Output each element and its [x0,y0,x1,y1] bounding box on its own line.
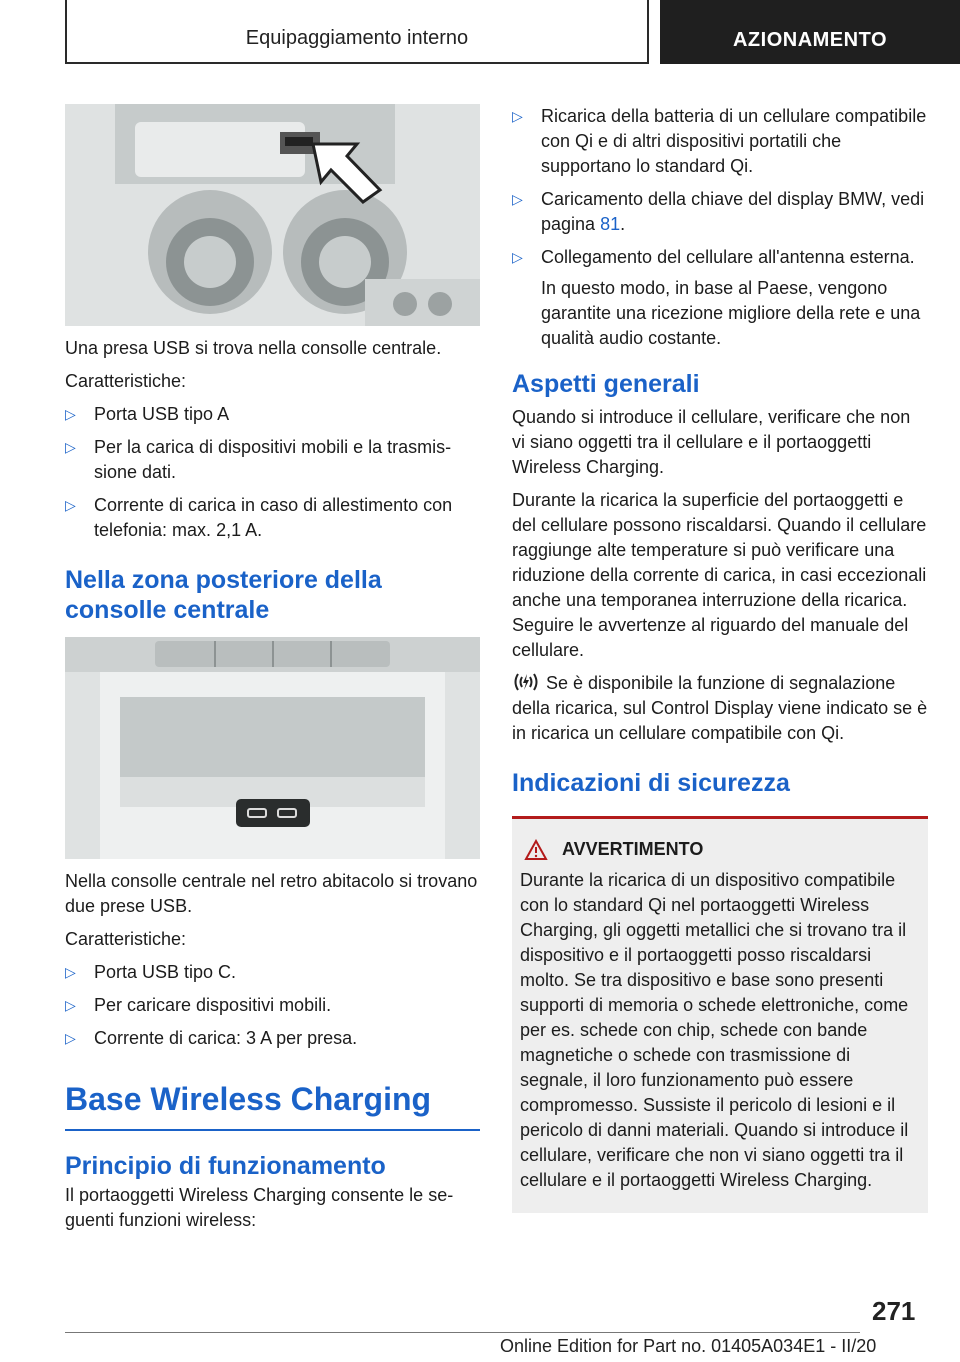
list-item: ▷ Ricarica della batteria di un cellulare compatibile con Qi e di altri dispositivi portatili che supportano lo standard Qi. [512,106,927,176]
warning-header [520,837,918,862]
list-item: ▷ Corrente di carica in caso di allestimento con telefonia: max. 2,1 A. [65,495,453,540]
features-list-2 [65,960,480,1051]
list-item: ▷ Corrente di carica: 3 A per presa. [65,1026,480,1051]
triangle-bullet-icon: ▷ [65,997,76,1013]
rear-console-usb-photo [65,637,480,859]
list-item: ▷ Collegamento del cellulare all'antenna esterna. In questo modo, in base al Paese, vengono garantite una ricezione migliore della rete e una qualità audio costante. [512,245,928,351]
list-item: ▷ Porta USB tipo C. [65,960,480,985]
features-list-1 [65,402,480,543]
heading-general: Aspetti generali [512,370,700,398]
wireless-functions-list [512,104,928,351]
features-label-2: Caratteristiche: [65,929,187,949]
triangle-bullet-icon: ▷ [512,108,523,124]
heading-wireless-charging: Base Wireless Charging [65,1079,480,1131]
warning-triangle-icon [524,839,548,861]
triangle-bullet-icon: ▷ [65,406,76,422]
header-chapter-title: AZIONAMENTO [732,29,887,51]
left-column [65,104,480,1241]
header-section-tab [65,0,649,64]
general-paragraph-1: Quando si introduce il cellulare, verificare che non vi siano oggetti tra il cellulare e il portaoggetti Wireless Charging. [512,407,911,477]
list-item-note: In questo modo, in base al Paese, vengono garantite una ricezione migliore della rete e una qualità audio costante. [541,278,921,348]
triangle-bullet-icon: ▷ [65,439,76,455]
triangle-bullet-icon: ▷ [65,497,76,513]
triangle-bullet-icon: ▷ [65,1030,76,1046]
footer-edition: Online Edition for Part no. 01405A034E1 - II/20 [500,1336,877,1356]
heading-principle: Principio di funzionamento [65,1152,386,1180]
header-chapter-tab [660,0,960,64]
features-label-1: Caratteristiche: [65,371,187,391]
wireless-charging-icon [512,671,540,693]
principle-text: Il portaoggetti Wireless Charging consente le seguenti funzioni wireless: [65,1185,454,1230]
heading-rear-console: Nella zona posteriore della consolle centrale [65,566,382,624]
list-item: ▷ Porta USB tipo A [65,402,480,427]
triangle-bullet-icon: ▷ [512,249,523,265]
triangle-bullet-icon: ▷ [512,191,523,207]
list-item: ▷ Per caricare dispositivi mobili. [65,993,480,1018]
center-console-usb-photo [65,104,480,326]
footer-divider [65,1332,860,1333]
photo1-caption: Una presa USB si trova nella consolle centrale. [65,338,442,358]
right-column [512,104,928,1213]
header-section-title: Equipaggiamento interno [245,27,469,49]
general-paragraph-3: Se è disponibile la funzione di segnalazione della ricarica, sul Control Display viene indicato se è in ricarica un cellulare compatibile con Qi. [512,673,928,743]
page-number: 271 [872,1296,916,1326]
triangle-bullet-icon: ▷ [65,964,76,980]
list-item: ▷ Per la carica di dispositivi mobili e la trasmissione dati. [65,437,452,482]
photo2-caption: Nella consolle centrale nel retro abitacolo si trovano due prese USB. [65,871,478,916]
list-item: ▷ Caricamento della chiave del display BMW, vedi pagina 81. [512,189,925,234]
page-link[interactable]: 81 [600,214,621,234]
warning-title: AVVERTIMENTO [562,839,704,859]
heading-safety: Indicazioni di sicurezza [512,769,790,797]
general-paragraph-2: Durante la ricarica la superficie del portaoggetti e del cellulare possono riscaldarsi. Quando il cellulare raggiunge alte temperature si può verificare una riduzione della corrente di carica, in casi eccezionali anche una temporanea interruzione della ricarica. Seguire le avvertenze al riguardo del manuale del cellulare. [512,490,927,660]
warning-text: Durante la ricarica di un dispositivo compatibile con lo standard Qi nel portaoggetti Wireless Charging, gli oggetti metallici che si trovano tra il dispositivo e il portaoggetti posso riscaldarsi molto. Se tra dispositivo e base sono presenti supporti di memoria o schede elettroniche, come per es. schede con chip, schede con bande magnetiche o schede con trasmissione di segnale, il loro funzionamento può essere compromesso. Sussiste il pericolo di lesioni e il pericolo di danni materiali. Quando si introduce il cellulare, verificare che non vi siano oggetti tra il cellulare e il portaoggetti Wireless Charging. [520,870,909,1190]
warning-box [512,816,928,1213]
